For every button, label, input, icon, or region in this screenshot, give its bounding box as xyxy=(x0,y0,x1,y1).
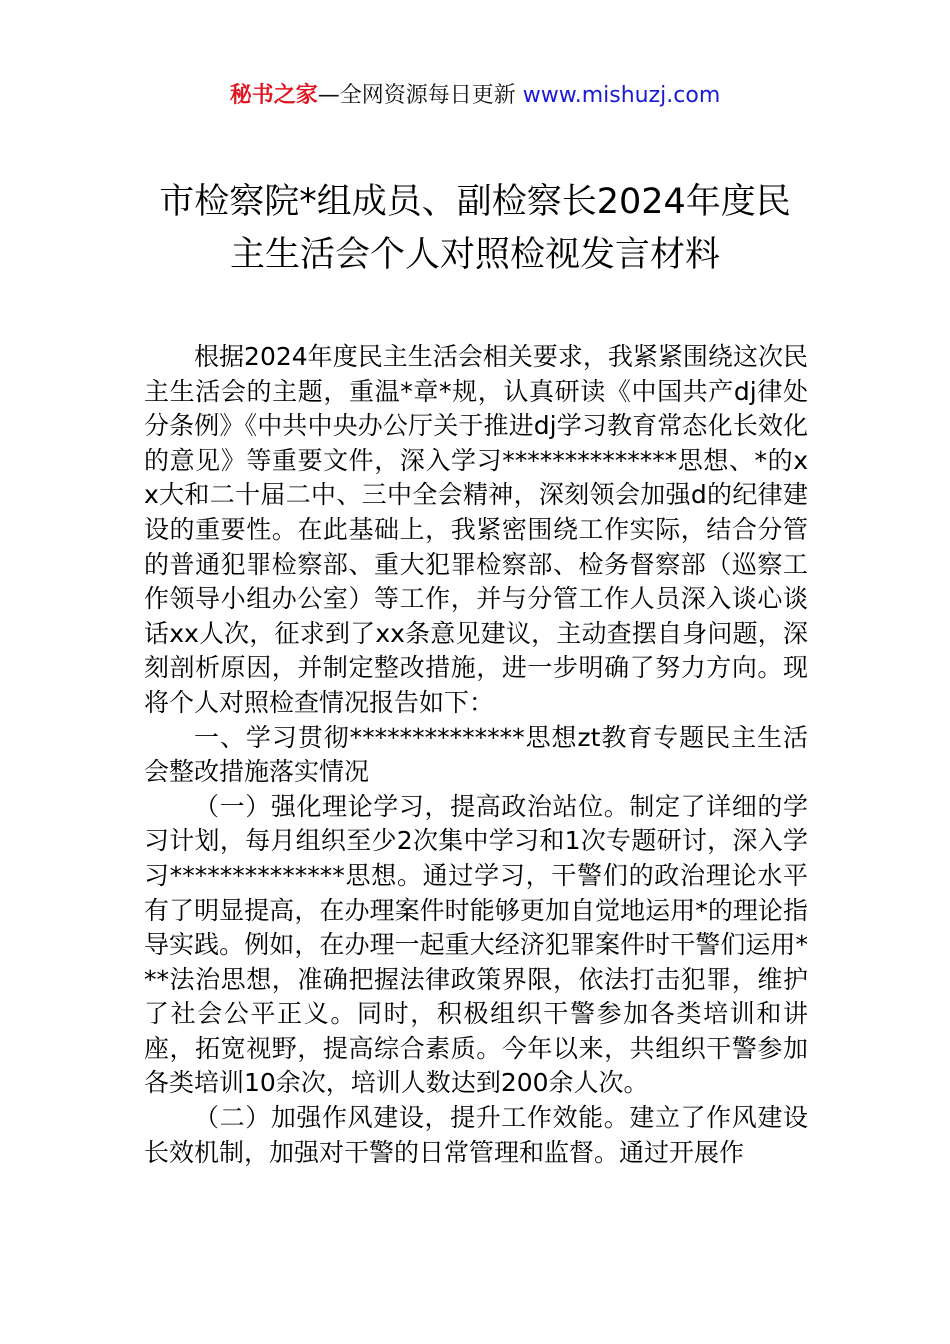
site-header xyxy=(0,80,950,112)
site-tagline: —全网资源每日更新 xyxy=(317,83,516,108)
paragraph-intro: 根据2024年度民主生活会相关要求，我紧紧围绕这次民主生活会的主题，重温*章*规，认真研读《中国共产dj律处分条例》《中共中央办公厅关于推进dj学习教育常态化长效化的意见》等重要文件，深入学习**************思想、*的xx大和二十届二中、三中全会精神，深刻领会加强d的纪律建设的重要性。在此基础上，我紧密围绕工作实际，结合分管的普通犯罪检察部、重大犯罪检察部、检务督察部（巡察工作领导小组办公室）等工作，并与分管工作人员深入谈心谈话xx人次，征求到了xx条意见建议，主动查摆自身问题，深刻剖析原因，并制定整改措施，进一步明确了努力方向。现将个人对照检查情况报告如下： xyxy=(144,342,808,717)
title-line-1: 市检察院*组成员、副检察长2024年度民 xyxy=(159,182,791,222)
section-heading-1: 一、学习贯彻**************思想zt教育专题民主生活会整改措施落实情况 xyxy=(144,722,808,787)
paragraph-subsection-2: （二）加强作风建设，提升工作效能。建立了作风建设长效机制，加强对干警的日常管理和监督。通过开展作 xyxy=(144,1103,808,1167)
document-title xyxy=(120,176,830,282)
title-line-2: 主生活会个人对照检视发言材料 xyxy=(229,235,720,275)
site-url-link[interactable]: www.mishuzj.com xyxy=(522,83,721,108)
site-brand: 秘书之家 xyxy=(229,83,318,108)
paragraph-subsection-1: （一）强化理论学习，提高政治站位。制定了详细的学习计划，每月组织至少2次集中学习和1次专题研讨，深入学习**************思想。通过学习，干警们的政治理论水平有了明显提高，在办理案件时能够更加自觉地运用*的理论指导实践。例如，在办理一起重大经济犯罪案件时干警们运用***法治思想，准确把握法律政策界限，依法打击犯罪，维护了社会公平正义。同时，积极组织干警参加各类培训和讲座，拓宽视野，提高综合素质。今年以来，共组织干警参加各类培训10余次，培训人数达到200余人次。 xyxy=(144,791,808,1098)
document-body xyxy=(144,340,808,1170)
